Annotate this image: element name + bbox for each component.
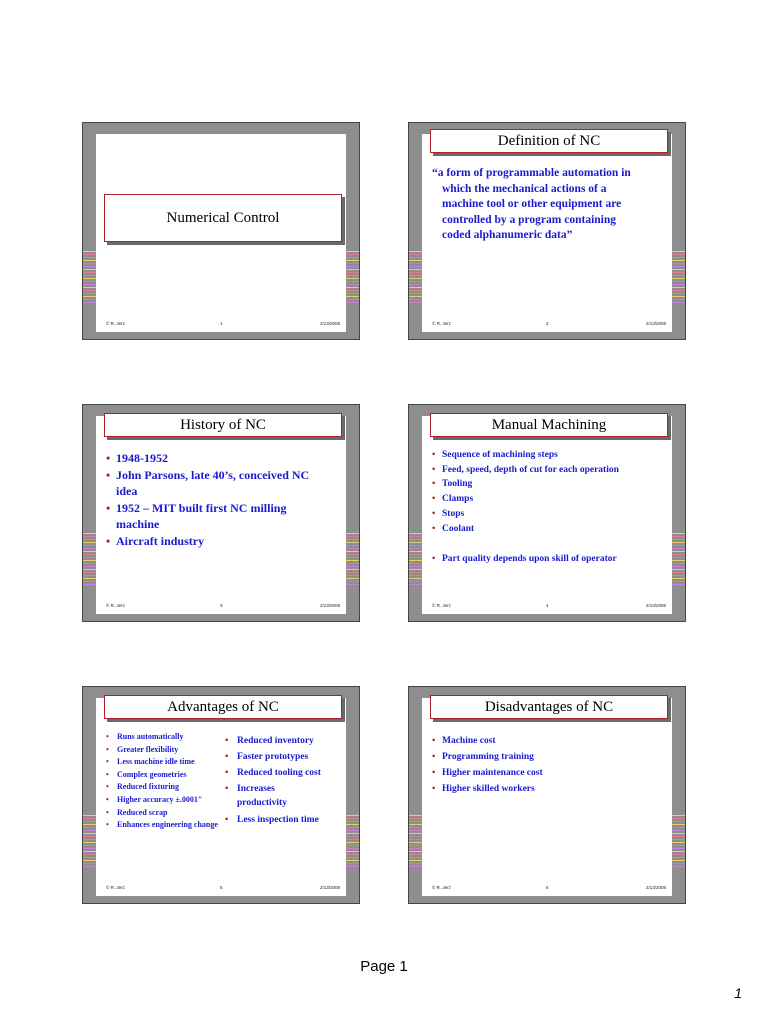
bullet-dot-icon: • — [225, 752, 229, 762]
bullet-dot-icon: • — [432, 508, 436, 519]
decorative-stripes — [345, 533, 359, 587]
copyright-text: © R. Jerz — [106, 321, 125, 326]
quote-line: “a form of programmable automation in — [432, 167, 631, 179]
list-item: • Coolant — [432, 522, 668, 537]
bullet-dot-icon: • — [225, 815, 229, 825]
decorative-stripes — [83, 815, 97, 869]
bullet-list — [432, 733, 668, 797]
bullet-dot-icon: • — [432, 554, 436, 564]
slide-number: 6 — [546, 885, 549, 890]
list-item: • Machine cost — [432, 733, 668, 749]
quote-line: machine tool or other equipment are — [442, 198, 622, 210]
slide-number: 2 — [546, 321, 549, 326]
list-item: • Aircraft industry — [106, 533, 205, 548]
quote-line: which the mechanical actions of a — [442, 182, 607, 195]
bullet-dot-icon: • — [106, 794, 109, 804]
list-item: • Clamps — [432, 492, 668, 507]
slide-footer — [96, 603, 346, 611]
bullet-dot-icon: • — [432, 784, 436, 794]
bullet-dot-icon: • — [432, 736, 436, 746]
slide-title: History of NC — [104, 413, 342, 437]
list-item: • Greater flexibility — [106, 744, 221, 757]
bullet-dot-icon: • — [432, 450, 436, 460]
decorative-stripes — [83, 251, 97, 305]
quote-line: controlled by a program containing — [442, 213, 616, 226]
page-number: 1 — [734, 985, 742, 1001]
slide-date: 2/13/2008 — [319, 603, 340, 608]
bullet-dot-icon: • — [106, 732, 109, 741]
list-item: • Less inspection time — [225, 812, 345, 828]
decorative-stripes — [345, 251, 359, 305]
bullet-dot-icon: • — [106, 769, 109, 779]
slide-title: Manual Machining — [430, 413, 668, 437]
bullet-dot-icon: • — [106, 757, 109, 767]
bullet-list — [106, 450, 331, 549]
bullet-list-right — [225, 733, 345, 828]
slide-date: 2/13/2008 — [319, 321, 340, 326]
list-item: • Sequence of machining steps — [432, 448, 668, 463]
decorative-stripes — [671, 533, 685, 587]
bullet-dot-icon: • — [106, 782, 109, 792]
slide-title: Definition of NC — [430, 129, 668, 153]
bullet-list — [432, 448, 668, 536]
bullet-dot-icon: • — [432, 752, 436, 762]
slide-content — [422, 416, 672, 614]
bullet-list — [432, 552, 668, 566]
slide-4 — [408, 404, 686, 622]
copyright-text: © R. Jerz — [432, 885, 451, 890]
slide-date: 2/13/2008 — [645, 321, 666, 326]
list-item: • Reduced scrap — [106, 807, 221, 820]
bullet-dot-icon: • — [106, 451, 111, 465]
slide-title: Disadvantages of NC — [430, 695, 668, 719]
decorative-stripes — [409, 815, 423, 869]
slide-footer — [96, 321, 346, 329]
bullet-dot-icon: • — [432, 479, 436, 490]
slide-1 — [82, 122, 360, 340]
slide-content — [96, 698, 346, 896]
list-item: • Complex geometries — [106, 769, 221, 782]
decorative-stripes — [409, 251, 423, 305]
list-item: • Higher maintenance cost — [432, 765, 668, 781]
list-item: • Programming training — [432, 749, 668, 765]
decorative-stripes — [671, 251, 685, 305]
slide-5 — [82, 686, 360, 904]
page-label: Page 1 — [360, 958, 408, 975]
list-item: • Higher accuracy ±.0001" — [106, 794, 221, 807]
bullet-dot-icon: • — [432, 523, 436, 534]
slide-2 — [408, 122, 686, 340]
slide-footer — [96, 885, 346, 893]
definition-quote — [432, 166, 668, 244]
bullet-dot-icon: • — [432, 464, 436, 475]
slide-content — [422, 698, 672, 896]
bullet-dot-icon: • — [106, 500, 111, 515]
decorative-stripes — [83, 533, 97, 587]
bullet-dot-icon: • — [432, 768, 436, 778]
slide-3 — [82, 404, 360, 622]
slide-content — [96, 134, 346, 332]
slide-date: 2/13/2008 — [319, 885, 340, 890]
list-item: • Reduced tooling cost — [225, 765, 345, 781]
bullet-dot-icon: • — [106, 467, 111, 482]
bullet-dot-icon: • — [106, 820, 109, 830]
slide-6 — [408, 686, 686, 904]
list-item: • 1948-1952 — [106, 451, 168, 465]
list-item: • Part quality depends upon skill of operator — [432, 554, 617, 564]
slide-date: 2/13/2008 — [645, 885, 666, 890]
list-item: • Reduced inventory — [225, 733, 345, 749]
list-item: • Enhances engineering change — [106, 820, 218, 830]
list-item: • Increases productivity — [225, 784, 287, 808]
copyright-text: © R. Jerz — [432, 603, 451, 608]
bullet-dot-icon: • — [106, 533, 111, 548]
copyright-text: © R. Jerz — [432, 321, 451, 326]
decorative-stripes — [671, 815, 685, 869]
bullet-list-left — [106, 731, 221, 830]
slide-content — [96, 416, 346, 614]
list-item: • 1952 – MIT built first NC milling machine — [106, 500, 287, 531]
list-item: • Feed, speed, depth of cut for each operation — [432, 463, 668, 478]
slide-number: 1 — [220, 321, 223, 326]
list-item: • Runs automatically — [106, 731, 221, 744]
slide-footer — [422, 321, 672, 329]
bullet-dot-icon: • — [432, 494, 436, 505]
slide-number: 4 — [546, 603, 549, 608]
slide-number: 3 — [220, 603, 223, 608]
list-item: • Tooling — [432, 477, 668, 492]
slide-footer — [422, 603, 672, 611]
quote-line: coded alphanumeric data” — [442, 229, 573, 241]
bullet-dot-icon: • — [106, 744, 109, 754]
slide-date: 2/13/2008 — [645, 603, 666, 608]
list-item: • Faster prototypes — [225, 749, 345, 765]
list-item: • Reduced fixturing — [106, 781, 221, 794]
slide-title: Advantages of NC — [104, 695, 342, 719]
list-item: • Less machine idle time — [106, 756, 221, 769]
slide-footer — [422, 885, 672, 893]
list-item: • John Parsons, late 40’s, conceived NC idea — [106, 467, 310, 498]
list-item: • Stops — [432, 507, 668, 522]
bullet-dot-icon: • — [106, 807, 109, 817]
bullet-dot-icon: • — [225, 768, 229, 778]
bullet-dot-icon: • — [225, 736, 229, 746]
list-item: • Higher skilled workers — [432, 781, 668, 797]
slide-content — [422, 134, 672, 332]
copyright-text: © R. Jerz — [106, 603, 125, 608]
decorative-stripes — [409, 533, 423, 587]
copyright-text: © R. Jerz — [106, 885, 125, 890]
decorative-stripes — [345, 815, 359, 869]
bullet-dot-icon: • — [225, 784, 229, 794]
slide-number: 5 — [220, 885, 223, 890]
slide-title: Numerical Control — [104, 194, 342, 242]
